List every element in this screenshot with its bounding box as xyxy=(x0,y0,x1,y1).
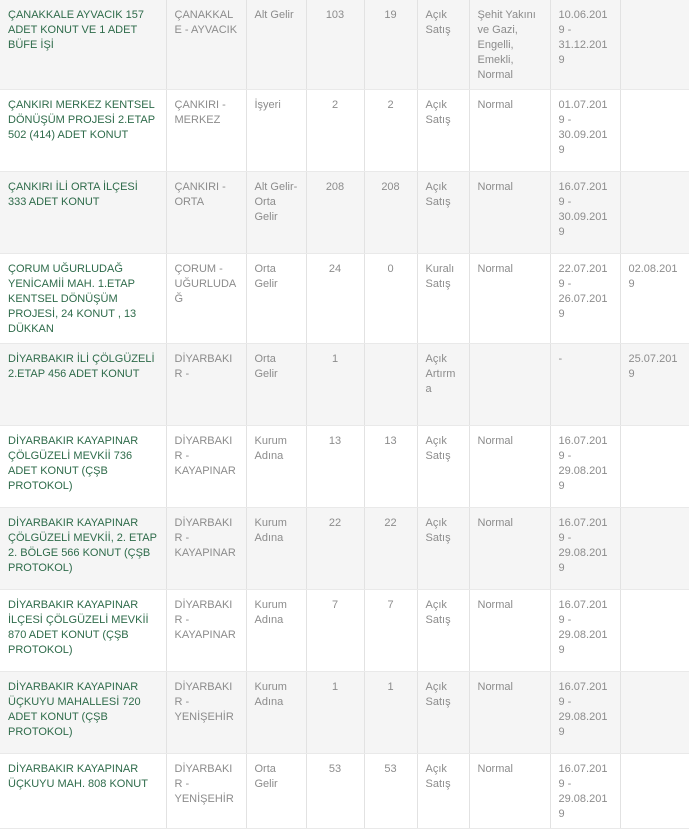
unit-count: 1 xyxy=(306,344,364,426)
eligibility xyxy=(469,344,550,426)
sale-date-range: 16.07.2019 - 29.08.2019 xyxy=(550,672,620,754)
project-name[interactable]: DİYARBAKIR KAYAPINAR İLÇESİ ÇÖLGÜZELİ MEVKİİ 870 ADET KONUT (ÇŞB PROTOKOL) xyxy=(0,590,166,672)
sale-method: Açık Satış xyxy=(417,672,469,754)
eligibility: Normal xyxy=(469,672,550,754)
sale-method: Kuralı Satış xyxy=(417,254,469,344)
location: ÇANAKKALE - AYVACIK xyxy=(166,0,246,90)
project-name[interactable]: ÇORUM UĞURLUDAĞ YENİCAMİİ MAH. 1.ETAP KENTSEL DÖNÜŞÜM PROJESİ, 24 KONUT , 13 DÜKKAN xyxy=(0,254,166,344)
remaining-count: 22 xyxy=(364,508,417,590)
project-name[interactable]: DİYARBAKIR KAYAPINAR ÇÖLGÜZELİ MEVKİİ 736 ADET KONUT (ÇŞB PROTOKOL) xyxy=(0,426,166,508)
table-row[interactable] xyxy=(0,254,689,344)
income-group: Orta Gelir xyxy=(246,754,306,829)
table-row[interactable] xyxy=(0,172,689,254)
unit-count: 22 xyxy=(306,508,364,590)
table-row[interactable] xyxy=(0,0,689,90)
location: DİYARBAKIR - KAYAPINAR xyxy=(166,508,246,590)
sale-method: Açık Satış xyxy=(417,426,469,508)
location: DİYARBAKIR - xyxy=(166,344,246,426)
table-row[interactable] xyxy=(0,426,689,508)
sale-date-range: 10.06.2019 - 31.12.2019 xyxy=(550,0,620,90)
income-group: İşyeri xyxy=(246,90,306,172)
sale-method: Açık Satış xyxy=(417,0,469,90)
remaining-count: 2 xyxy=(364,90,417,172)
income-group: Kurum Adına xyxy=(246,426,306,508)
eligibility: Normal xyxy=(469,426,550,508)
income-group: Orta Gelir xyxy=(246,344,306,426)
draw-date xyxy=(620,590,689,672)
sale-method: Açık Artırma xyxy=(417,344,469,426)
table-row[interactable] xyxy=(0,508,689,590)
project-name[interactable]: ÇANKIRI İLİ ORTA İLÇESİ 333 ADET KONUT xyxy=(0,172,166,254)
table-row[interactable] xyxy=(0,754,689,829)
draw-date xyxy=(620,754,689,829)
sale-method: Açık Satış xyxy=(417,90,469,172)
table-row[interactable] xyxy=(0,672,689,754)
unit-count: 208 xyxy=(306,172,364,254)
sale-date-range: 16.07.2019 - 29.08.2019 xyxy=(550,426,620,508)
draw-date xyxy=(620,0,689,90)
income-group: Kurum Adına xyxy=(246,672,306,754)
unit-count: 103 xyxy=(306,0,364,90)
sale-date-range: 22.07.2019 - 26.07.2019 xyxy=(550,254,620,344)
sale-date-range: 16.07.2019 - 30.09.2019 xyxy=(550,172,620,254)
unit-count: 1 xyxy=(306,672,364,754)
remaining-count: 53 xyxy=(364,754,417,829)
sale-method: Açık Satış xyxy=(417,754,469,829)
draw-date xyxy=(620,672,689,754)
location: ÇANKIRI - ORTA xyxy=(166,172,246,254)
sale-method: Açık Satış xyxy=(417,172,469,254)
project-name[interactable]: ÇANKIRI MERKEZ KENTSEL DÖNÜŞÜM PROJESİ 2.ETAP 502 (414) ADET KONUT xyxy=(0,90,166,172)
draw-date xyxy=(620,508,689,590)
unit-count: 24 xyxy=(306,254,364,344)
location: DİYARBAKIR - KAYAPINAR xyxy=(166,426,246,508)
location: ÇANKIRI - MERKEZ xyxy=(166,90,246,172)
location: DİYARBAKIR - KAYAPINAR xyxy=(166,590,246,672)
sale-method: Açık Satış xyxy=(417,590,469,672)
eligibility: Normal xyxy=(469,172,550,254)
unit-count: 53 xyxy=(306,754,364,829)
remaining-count: 19 xyxy=(364,0,417,90)
sale-method: Açık Satış xyxy=(417,508,469,590)
sale-date-range: - xyxy=(550,344,620,426)
eligibility: Normal xyxy=(469,90,550,172)
location: ÇORUM - UĞURLUDAĞ xyxy=(166,254,246,344)
location: DİYARBAKIR - YENİŞEHİR xyxy=(166,672,246,754)
sale-date-range: 01.07.2019 - 30.09.2019 xyxy=(550,90,620,172)
draw-date xyxy=(620,172,689,254)
income-group: Orta Gelir xyxy=(246,254,306,344)
project-name[interactable]: ÇANAKKALE AYVACIK 157 ADET KONUT VE 1 ADET BÜFE İŞİ xyxy=(0,0,166,90)
income-group: Kurum Adına xyxy=(246,508,306,590)
unit-count: 2 xyxy=(306,90,364,172)
unit-count: 13 xyxy=(306,426,364,508)
income-group: Kurum Adına xyxy=(246,590,306,672)
draw-date: 02.08.2019 xyxy=(620,254,689,344)
draw-date: 25.07.2019 xyxy=(620,344,689,426)
remaining-count xyxy=(364,344,417,426)
draw-date xyxy=(620,426,689,508)
project-name[interactable]: DİYARBAKIR İLİ ÇÖLGÜZELİ 2.ETAP 456 ADET KONUT xyxy=(0,344,166,426)
remaining-count: 13 xyxy=(364,426,417,508)
project-name[interactable]: DİYARBAKIR KAYAPINAR ÜÇKUYU MAH. 808 KONUT xyxy=(0,754,166,829)
draw-date xyxy=(620,90,689,172)
income-group: Alt Gelir-Orta Gelir xyxy=(246,172,306,254)
income-group: Alt Gelir xyxy=(246,0,306,90)
location: DİYARBAKIR - YENİŞEHİR xyxy=(166,754,246,829)
eligibility: Normal xyxy=(469,590,550,672)
eligibility: Normal xyxy=(469,254,550,344)
remaining-count: 7 xyxy=(364,590,417,672)
project-name[interactable]: DİYARBAKIR KAYAPINAR ÜÇKUYU MAHALLESİ 720 ADET KONUT (ÇŞB PROTOKOL) xyxy=(0,672,166,754)
sale-date-range: 16.07.2019 - 29.08.2019 xyxy=(550,590,620,672)
unit-count: 7 xyxy=(306,590,364,672)
remaining-count: 0 xyxy=(364,254,417,344)
eligibility: Normal xyxy=(469,754,550,829)
remaining-count: 1 xyxy=(364,672,417,754)
sale-date-range: 16.07.2019 - 29.08.2019 xyxy=(550,754,620,829)
sale-date-range: 16.07.2019 - 29.08.2019 xyxy=(550,508,620,590)
eligibility: Şehit Yakını ve Gazi, Engelli, Emekli, Normal xyxy=(469,0,550,90)
project-name[interactable]: DİYARBAKIR KAYAPINAR ÇÖLGÜZELİ MEVKİİ, 2. ETAP 2. BÖLGE 566 KONUT (ÇŞB PROTOKOL) xyxy=(0,508,166,590)
remaining-count: 208 xyxy=(364,172,417,254)
eligibility: Normal xyxy=(469,508,550,590)
table-row[interactable] xyxy=(0,90,689,172)
table-row[interactable] xyxy=(0,344,689,426)
table-row[interactable] xyxy=(0,590,689,672)
